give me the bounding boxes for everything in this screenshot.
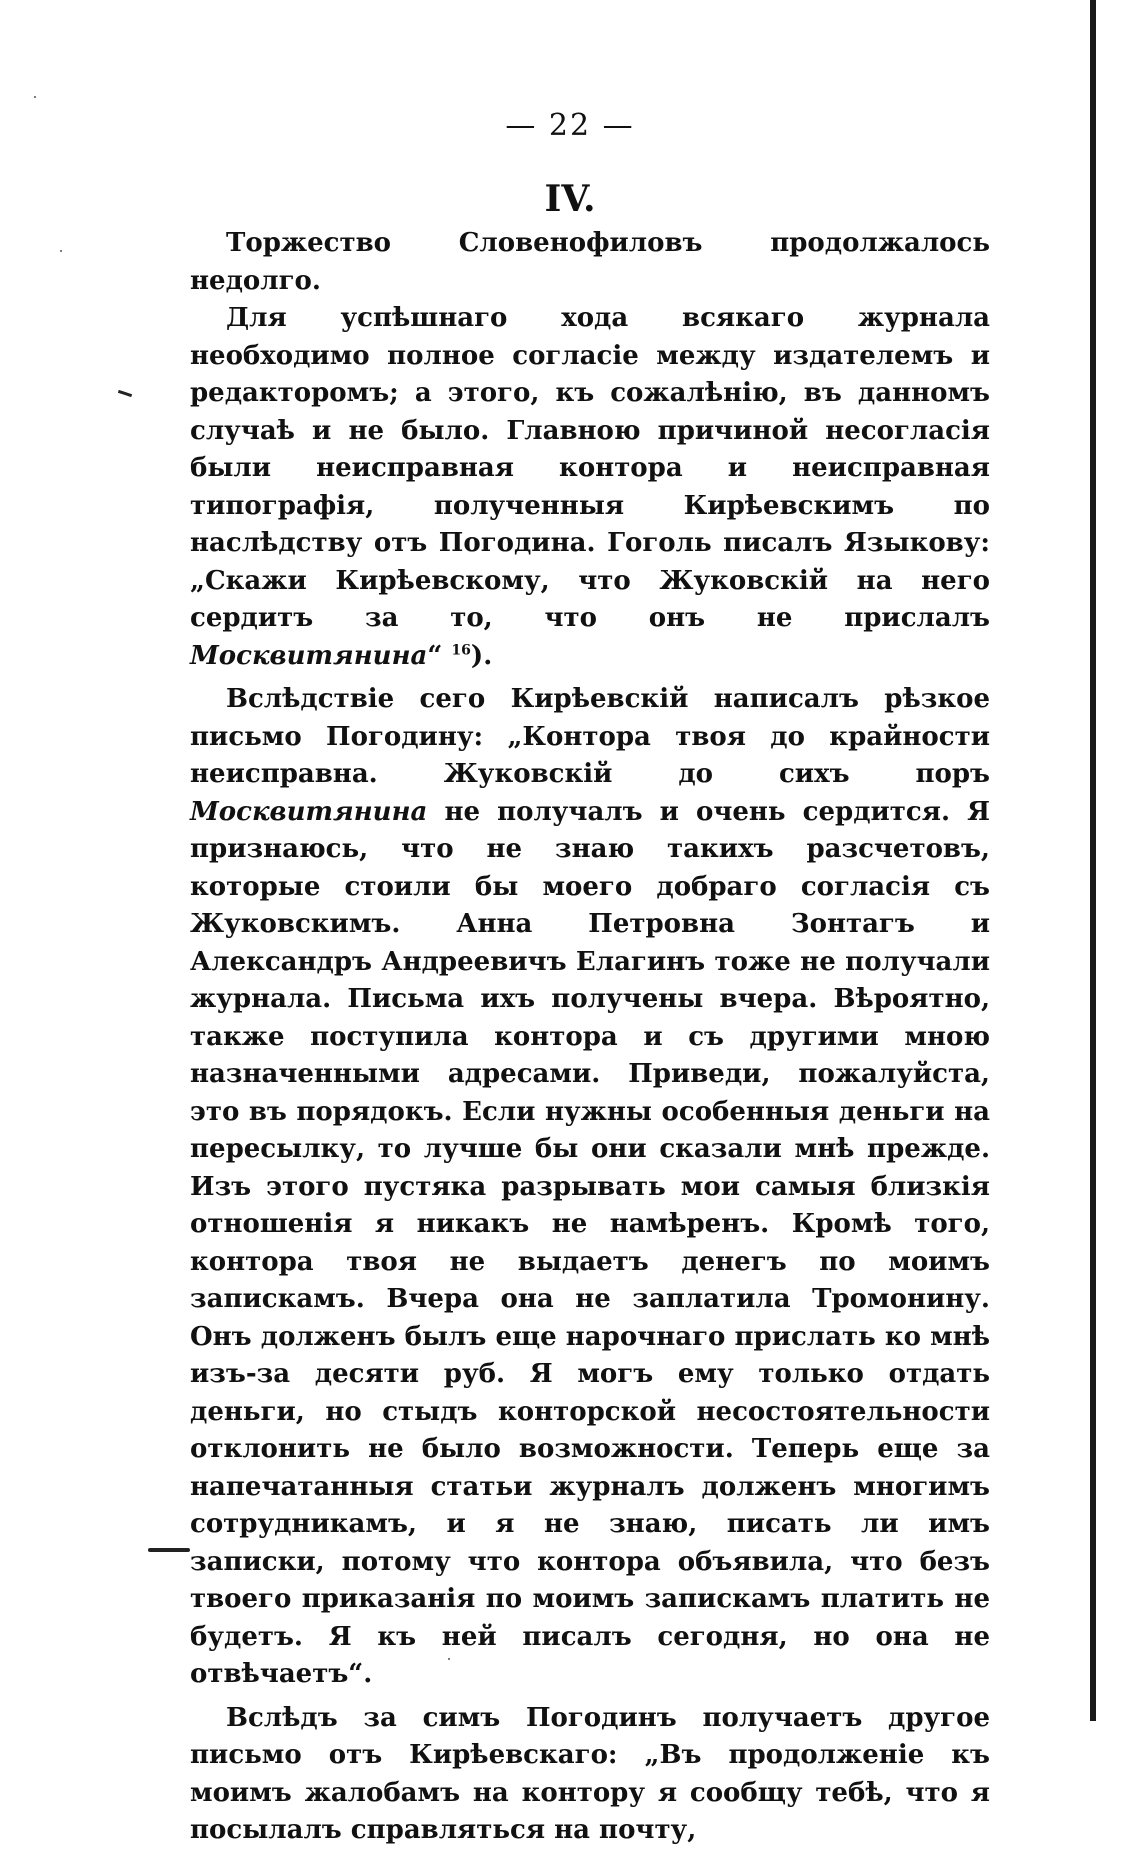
paragraph-4-text: Вслѣдъ за симъ Погодинъ получаетъ другое письмо отъ Кирѣевскаго: „Въ продолженіе къ моимъ жалобамъ на контору я сообщу тебѣ, что я посылалъ справляться на почту,	[190, 1702, 990, 1845]
body-text	[190, 225, 990, 1850]
page-number: — 22 —	[505, 108, 635, 143]
bottom-mark	[148, 1548, 190, 1552]
paragraph-3	[190, 681, 990, 1694]
scan-speck	[448, 1658, 450, 1660]
footnote-ref: 16	[451, 641, 471, 658]
page-edge-rule	[1090, 0, 1096, 1721]
paragraph-3-text: Вслѣдствіе сего Кирѣевскій написалъ рѣзкое письмо Погодину: „Контора твоя до крайности неисправна. Жуковскій до сихъ поръ	[190, 684, 990, 789]
paragraph-2-text: Для успѣшнаго хода всякаго журнала необходимо полное согласіе между издателемъ и редакторомъ; а этого, къ сожалѣнію, въ данномъ случаѣ и не было. Главною причиной несогласія были неисправная контора и неисправная типографія, полученныя Кирѣевскимъ по наслѣдству отъ Погодина. Гоголь писалъ Языкову: „Скажи Кирѣевскому, что Жуковскій на него сердитъ за то, что онъ не прислалъ	[190, 303, 990, 633]
scan-speck	[34, 96, 36, 98]
journal-title-italic: Москвитянина	[190, 640, 428, 671]
paragraph-3-rest: не получалъ и очень сердится. Я признаюсь, что не знаю такихъ разсчетовъ, которые стоили бы моего добраго согласія съ Жуковскимъ. Анна Петровна Зонтагъ и Александръ Андреевичъ Елагинъ тоже не получали журнала. Письма ихъ получены вчера. Вѣроятно, также поступила контора и съ другими мною назначенными адресами. Приведи, пожалуйста, это въ порядокъ. Если нужны особенныя деньги на пересылку, то лучше бы они сказали мнѣ прежде. Изъ этого пустяка разрывать мои самыя близкія отношенія я никакъ не намѣренъ. Кромѣ того, контора твоя не выдаетъ денегъ по моимъ запискамъ. Вчера она не заплатила Тромонину. Онъ долженъ былъ еще нарочнаго прислать ко мнѣ изъ-за десяти руб. Я могъ ему только отдать деньги, но стыдъ конторской несостоятельности отклонить не было возможности. Теперь еще за напечатанныя статьи журналъ долженъ многимъ сотрудникамъ, и я не знаю, писать ли имъ записки, потому что контора объявила, что безъ твоего приказанія по моимъ запискамъ платить не будетъ. Я къ ней писалъ сегодня, но она не отвѣчаетъ“.	[190, 796, 990, 1689]
paragraph-1-text: Торжество Словенофиловъ продолжалось недолго.	[190, 228, 990, 296]
closing-quote: “	[427, 640, 452, 671]
paragraph-2-end: ).	[470, 640, 493, 671]
journal-title-italic: Москвитянина	[190, 796, 428, 827]
paragraph-1	[190, 225, 990, 300]
chapter-heading: IV.	[544, 178, 596, 220]
paragraph-2	[190, 300, 990, 675]
scan-speck	[60, 250, 62, 252]
paragraph-4	[190, 1700, 990, 1850]
margin-mark	[118, 390, 132, 397]
